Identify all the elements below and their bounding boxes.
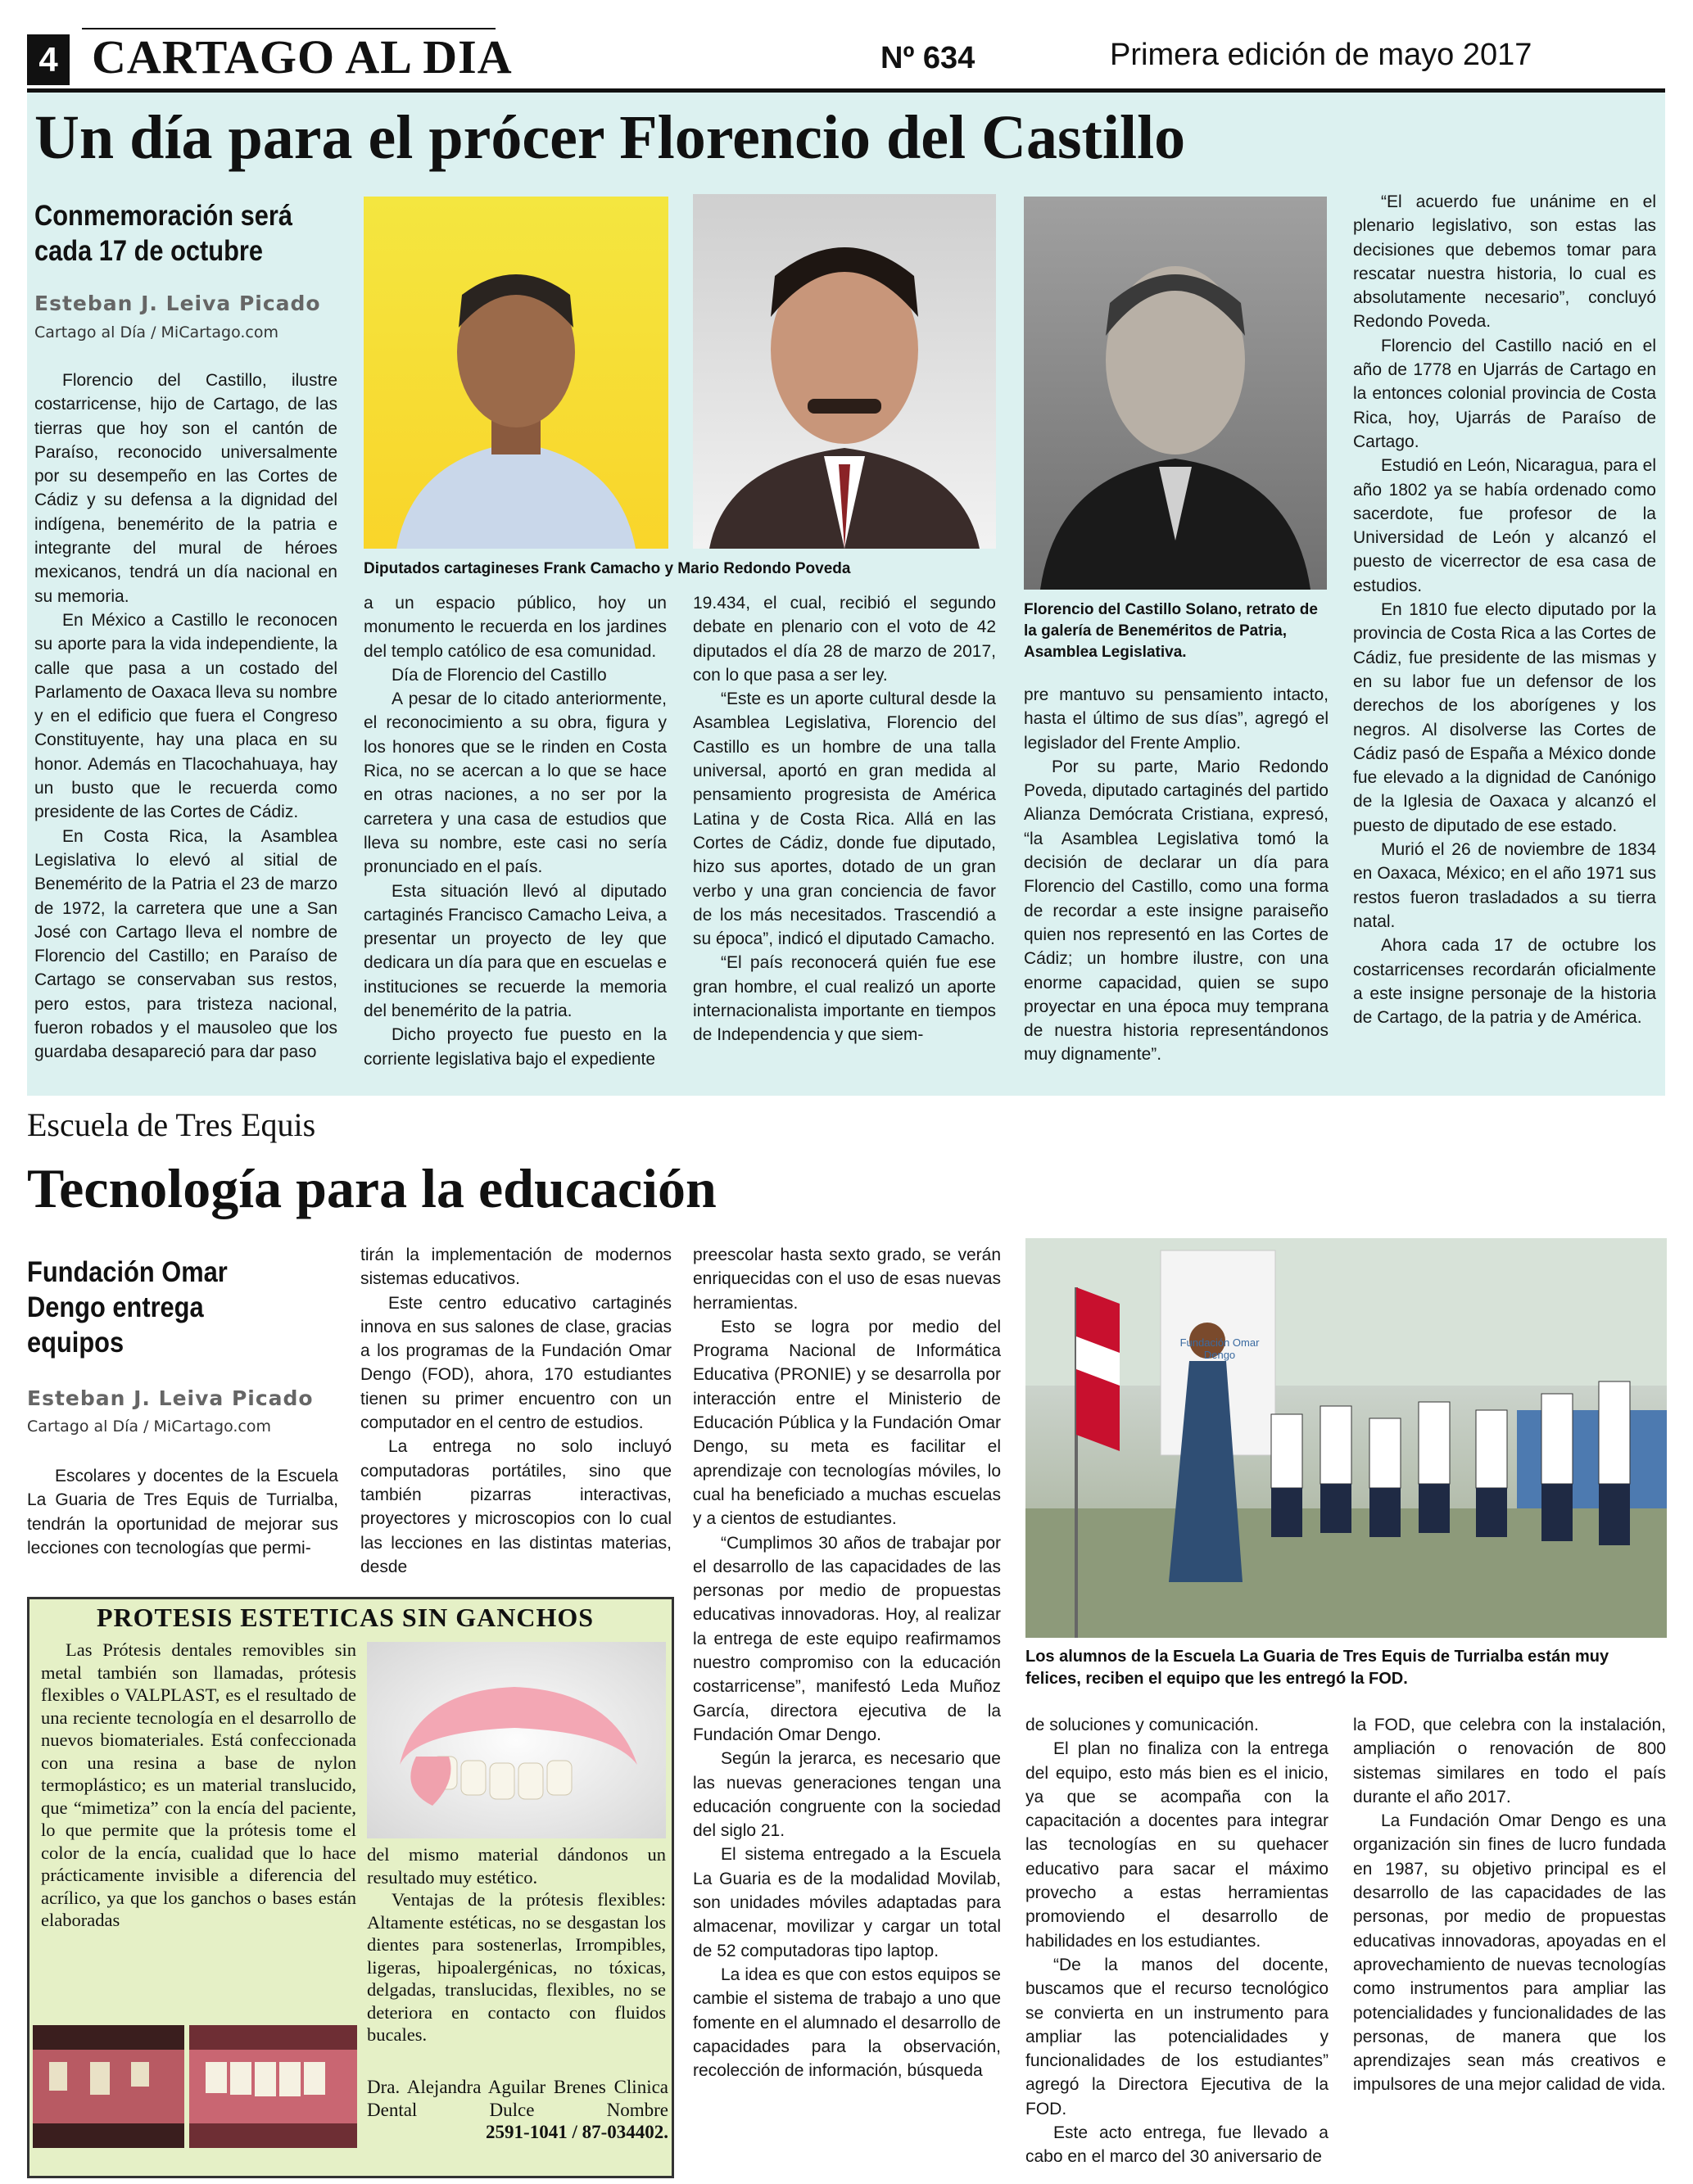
issue-number: Nº 634	[880, 41, 976, 75]
article2-col4-paragraph: “De la manos del docente, buscamos que el recurso tecnológico se convierta en un instrumento para ampliar las potencialidades y funcionalidades de los estudiantes” agregó la Directora Ejecutiva de la FOD.	[1025, 1955, 1329, 2118]
article1-col5-paragraph: En 1810 fue electo diputado por la provincia de Costa Rica a las Cortes de Cádiz, fue presidente de las mismas y en su labor fue un defensor de los derechos de los aborígenes y los negros. Al disolverse las Cortes de Cádiz pasó de España a México donde fue elevado a la dignidad de Canónigo de la Iglesia de Oaxaca y alcanzó el puesto de diputado de ese estado.	[1353, 600, 1656, 835]
article2-column-5	[1353, 1713, 1666, 2097]
page-number: 4	[27, 34, 70, 85]
article1-column-2	[364, 591, 667, 1071]
article1-column-4	[1024, 683, 1329, 1067]
masthead-logo: CARTAGO AL DIA	[92, 30, 513, 84]
article2-col2-paragraph: Este centro educativo cartaginés innova en sus salones de clase, gracias a los programas de la Fundación Omar Dengo (FOD), ahora, 170 estudiantes tienen su primer encuentro con un computador en el centro de estudios.	[360, 1293, 672, 1433]
photo-frank-camacho	[364, 197, 668, 549]
article1-col5-paragraph: “El acuerdo fue unánime en el plenario legislativo, son estas las decisiones que debemos tomar para rescatar nuestra historia, lo cual es absolutamente necesario”, concluyó Redondo Poveda.	[1353, 192, 1656, 332]
ad-phones: 2591-1041 / 87-034402.	[486, 2122, 668, 2142]
teeth-before-illustration	[33, 2025, 184, 2148]
article2-column-1	[27, 1464, 338, 1560]
photo-mario-redondo	[693, 194, 996, 549]
ad-paragraph-1-continued: del mismo material dándonos un resultado muy estético.	[367, 1844, 666, 1888]
historic-portrait-illustration	[1024, 197, 1327, 590]
article1-col5-paragraph: Florencio del Castillo nació en el año de 1778 en Ujarrás de Cartago en la entonces colonial provincia de Costa Rica, hoy, Ujarrás de Paraíso de Cartago.	[1353, 336, 1656, 451]
article1-col2-paragraph: Esta situación llevó al diputado cartaginés Francisco Camacho Leiva, a presentar un proyecto de ley que dedicara un día para que en escuelas e instituciones se recuerde la memoria del benemérito de la patria.	[364, 881, 667, 1021]
portrait-illustration-redondo	[693, 194, 996, 549]
article2-col3-paragraph: Esto se logra por medio del Programa Nacional de Informática Educativa (PRONIE) y se desarrolla por interacción entre el Ministerio de Educación Pública y la Fundación Omar Dengo, su meta es facilitar el aprendizaje con tecnologías móviles, lo cual ha beneficiado a muchas escuelas y a cientos de estudiantes.	[693, 1317, 1001, 1529]
article1-column-5	[1353, 190, 1656, 1029]
article2-col5-paragraph-continued: la FOD, que celebra con la instalación, ampliación o renovación de 800 sistemas similares en todo el país durante el año 2017.	[1353, 1716, 1666, 1806]
ad-doctor: Dra. Alejandra Aguilar Brenes Clinica Dental Dulce Nombre	[367, 2077, 668, 2120]
article2-column-4	[1025, 1713, 1329, 2169]
article2-byline: Esteban J. Leiva Picado	[27, 1386, 314, 1410]
photo-school-equipment-delivery	[1025, 1238, 1667, 1638]
article1-col5-paragraph: Murió el 26 de noviembre de 1834 en Oaxaca, México; en el año 1971 sus restos fueron trasladados a su tierra natal.	[1353, 840, 1656, 931]
ad-text-column-1	[41, 1639, 356, 1932]
photo-teeth-before	[33, 2025, 184, 2148]
caption-diputados: Diputados cartagineses Frank Camacho y Mario Redondo Poveda	[364, 560, 851, 577]
teeth-after-illustration	[189, 2025, 357, 2148]
article2-col4-paragraph-continued: de soluciones y comunicación.	[1025, 1716, 1259, 1734]
article2-headline: Tecnología para la educación	[27, 1157, 717, 1219]
article1-column-1	[34, 369, 337, 1065]
article2-col3-paragraph: La idea es que con estos equipos se cambie el sistema de trabajo a uno que fomente en el alumnado el desarrollo de capacidades para la observación, recolección de información, búsqueda	[693, 1965, 1001, 2081]
article1-col2-paragraph: Día de Florencio del Castillo	[392, 665, 607, 685]
article2-col3-paragraph: El sistema entregado a la Escuela La Guaria es de la modalidad Movilab, son unidades móviles adaptadas para almacenar, movilizar y cargar un total de 52 computadoras tipo laptop.	[693, 1845, 1001, 1960]
article1-deck: Conmemoración será cada 17 de octubre	[34, 200, 292, 267]
article1-source: Cartago al Día / MiCartago.com	[34, 323, 278, 341]
caption-portrait: Florencio del Castillo Solano, retrato de la galería de Beneméritos de Patria, Asamblea Legislativa.	[1024, 601, 1318, 661]
article1-col3-paragraph: “El país reconocerá quién fue ese gran hombre, el cual realizó un aporte internacionalista importante en tiempos de Independencia y que siem-	[693, 953, 996, 1045]
article1-col3-paragraph-continued: 19.434, el cual, recibió el segundo debate en plenario con el voto de 42 diputados el día 28 de marzo de 2017, con lo que pasa a ser ley.	[693, 594, 996, 685]
edition-date: Primera edición de mayo 2017	[1110, 38, 1532, 72]
portrait-florencio-del-castillo	[1024, 197, 1327, 590]
photo-flexible-prosthesis	[367, 1642, 666, 1838]
article2-col4-paragraph: El plan no finaliza con la entrega del equipo, esto más bien es el inicio, ya que se acompaña con la capacitación a docentes para integrar las tecnologías en su quehacer educativo para sacar el máximo provecho a estas herramientas promoviendo el desarrollo de habilidades en los estudiantes.	[1025, 1739, 1329, 1951]
article1-col1-paragraph: Florencio del Castillo, ilustre costarricense, hijo de Cartago, de las tierras que hoy son el cantón de Paraíso, reconocido universalmente por su desempeño en las Cortes de Cádiz y su defensa a la dignidad del indígena, benemérito de la patria e integrante del mural de héroes mexicanos, tendrá un día nacional en su memoria.	[34, 371, 337, 606]
article2-col2-paragraph-continued: tirán la implementación de modernos sistemas educativos.	[360, 1246, 672, 1289]
article1-col5-paragraph: Estudió en León, Nicaragua, para el año 1802 ya se había ordenado como sacerdote, fue profesor de la Universidad de León y alcanzó el puesto de vicerrector de esa casa de estudios.	[1353, 456, 1656, 595]
ad-contact	[367, 2076, 668, 2144]
ad-title: PROTESIS ESTETICAS SIN GANCHOS	[97, 1603, 595, 1632]
article2-source: Cartago al Día / MiCartago.com	[27, 1418, 271, 1436]
article1-column-3	[693, 591, 996, 1047]
dental-prosthesis-ad	[27, 1597, 674, 2178]
article2-column-2	[360, 1243, 672, 1579]
article1-col1-paragraph: En México a Castillo le reconocen su aporte para la vida independiente, la calle que pasa a un costado del Parlamento de Oaxaca lleva su nombre y en el edificio que fuera el Congreso Constituyente, hay una placa en su honor. Además en Tlacochahuaya, hay un busto que le recuerda como presidente de las Cortes de Cádiz.	[34, 610, 337, 822]
article2-col5-paragraph: La Fundación Omar Dengo es una organización sin fines de lucro fundada en 1987, su objetivo principal es el desarrollo de las capacidades de las personas, por medio de propuestas educativas innovadoras, apoyadas en el aprovechamiento de nuevas tecnologías como instrumentos para ampliar las potencialidades y funcionalidades de las personas, de manera que los aprendizajes sean más creativos e impulsores de una mejor calidad de vida.	[1353, 1811, 1666, 2095]
article1-col2-paragraph: Dicho proyecto fue puesto en la corriente legislativa bajo el expediente	[364, 1025, 667, 1069]
article1-byline: Esteban J. Leiva Picado	[34, 292, 321, 315]
ad-text-column-2	[367, 1843, 666, 2046]
banner-fundacion-omar-dengo: Fundación Omar Dengo	[1179, 1336, 1260, 1361]
article1-col3-paragraph: “Este es un aporte cultural desde la Asamblea Legislativa, Florencio del Castillo es un hombre de una talla universal, aportó en gran medida al pensamiento progresista de América Latina y de Costa Rica. Allá en las Cortes de Cádiz, donde fue diputado, hizo sus aportes, dotado de un gran verbo y una gran conciencia de favor de los más necesitados. Trascendió a su época”, indicó el diputado Camacho.	[693, 690, 996, 949]
article1-headline: Un día para el prócer Florencio del Castillo	[34, 103, 1186, 172]
article2-col2-paragraph: La entrega no solo incluyó computadoras portátiles, sino que también pizarras interactivas, proyectores y microscopios con lo cual las lecciones en las distintas materias, desde	[360, 1437, 672, 1576]
article2-col3-paragraph-continued: preescolar hasta sexto grado, se verán enriquecidas con el uso de esas nuevas herramientas.	[693, 1246, 1001, 1313]
article1-col4-paragraph: Por su parte, Mario Redondo Poveda, diputado cartaginés del partido Alianza Demócrata Cristiana, expresó, “la Asamblea Legislativa tomó la decisión de declarar un día para Florencio del Castillo, como una forma de recordar a este insigne paraiseño quien nos representó en las Cortes de Cádiz; un hombre ilustre, con una enorme capacidad, quien se supo proyectar en una época muy temprana de nuestra historia representándonos muy dignamente”.	[1024, 757, 1329, 1065]
article2-col3-paragraph: Según la jerarca, es necesario que las nuevas generaciones tengan una educación congruente con la sociedad del siglo 21.	[693, 1749, 1001, 1841]
article1-col2-paragraph: A pesar de lo citado anteriormente, el reconocimiento a su obra, figura y los honores que se le rinden en Costa Rica, no se acercan a lo que se hace en otras naciones, a no ser por la carretera y una casa de estudios que lleva su nombre, este casi no sería pronunciado en el país.	[364, 690, 667, 877]
article2-deck: Fundación Omar Dengo entrega equipos	[27, 1256, 228, 1359]
article2-col3-paragraph: “Cumplimos 30 años de trabajar por el desarrollo de las capacidades de las personas por medio de propuestas educativas innovadoras. Hoy, al realizar la entrega de este equipo reafirmamos nuestro compromiso con la educación costarricense”, manifestó Leda Muñoz García, directora ejecutiva de la Fundación Omar Dengo.	[693, 1533, 1001, 1744]
article1-col5-paragraph: Ahora cada 17 de octubre los costarricenses recordarán oficialmente a este insigne personaje de la historia de Cartago, de la patria y de América.	[1353, 936, 1656, 1028]
ad-paragraph-1: Las Prótesis dentales removibles sin metal también son llamadas, prótesis flexibles o VALPLAST, es el resultado de una reciente tecnología en el desarrollo de nuevos biomateriales. Está confeccionada con una resina a base de nylon termoplástico; es un material translucido, que “mimetiza” con la encía del paciente, lo que permite que la prótesis tome el color de la encía, cualidad que lo hace prácticamente invisible a diferencia del acrílico, ya que los ganchos o bases están elaboradas	[41, 1639, 356, 1930]
article1-col1-paragraph: En Costa Rica, la Asamblea Legislativa lo elevó al sitial de Benemérito de la Patria el 23 de marzo de 1972, la carretera que une a San José con Cartago lleva el nombre de Florencio del Castillo; en Paraíso de Cartago se conservaban sus restos, pero estos, para tristeza nacional, fueron robados y el mausoleo que los guardaba desapareció para dar paso	[34, 826, 337, 1062]
photo-teeth-after	[189, 2025, 357, 2148]
article2-kicker: Escuela de Tres Equis	[27, 1106, 316, 1143]
article1-col4-paragraph-continued: pre mantuvo su pensamiento intacto, hasta el último de sus días”, agregó el legislador del Frente Amplio.	[1024, 685, 1329, 753]
article2-col4-paragraph: Este acto entrega, fue llevado a cabo en el marco del 30 aniversario de	[1025, 2123, 1329, 2167]
article2-column-3	[693, 1243, 1001, 2082]
article2-col1-paragraph: Escolares y docentes de la Escuela La Guaria de Tres Equis de Turrialba, tendrán la oportunidad de mejorar sus lecciones con tecnologías que permi-	[27, 1467, 338, 1558]
prosthesis-illustration	[367, 1642, 666, 1838]
caption-school-photo: Los alumnos de la Escuela La Guaria de Tres Equis de Turrialba están muy felices, reciben el equipo que les entregó la FOD.	[1025, 1648, 1609, 1688]
portrait-illustration-camacho	[364, 197, 668, 549]
ad-paragraph-2: Ventajas de la prótesis flexibles: Altamente estéticas, no se desgastan los dientes para sostenerlas, Irrompibles, ligeras, hipoalergénicas, no tóxicas, delgadas, translucidas, flexibles, no se deteriora en contacto con fluidos bucales.	[367, 1889, 666, 2045]
school-scene-illustration	[1025, 1238, 1667, 1638]
article1-col2-paragraph-continued: a un espacio público, hoy un monumento le recuerda en los jardines del templo católico de esa comunidad.	[364, 594, 667, 661]
